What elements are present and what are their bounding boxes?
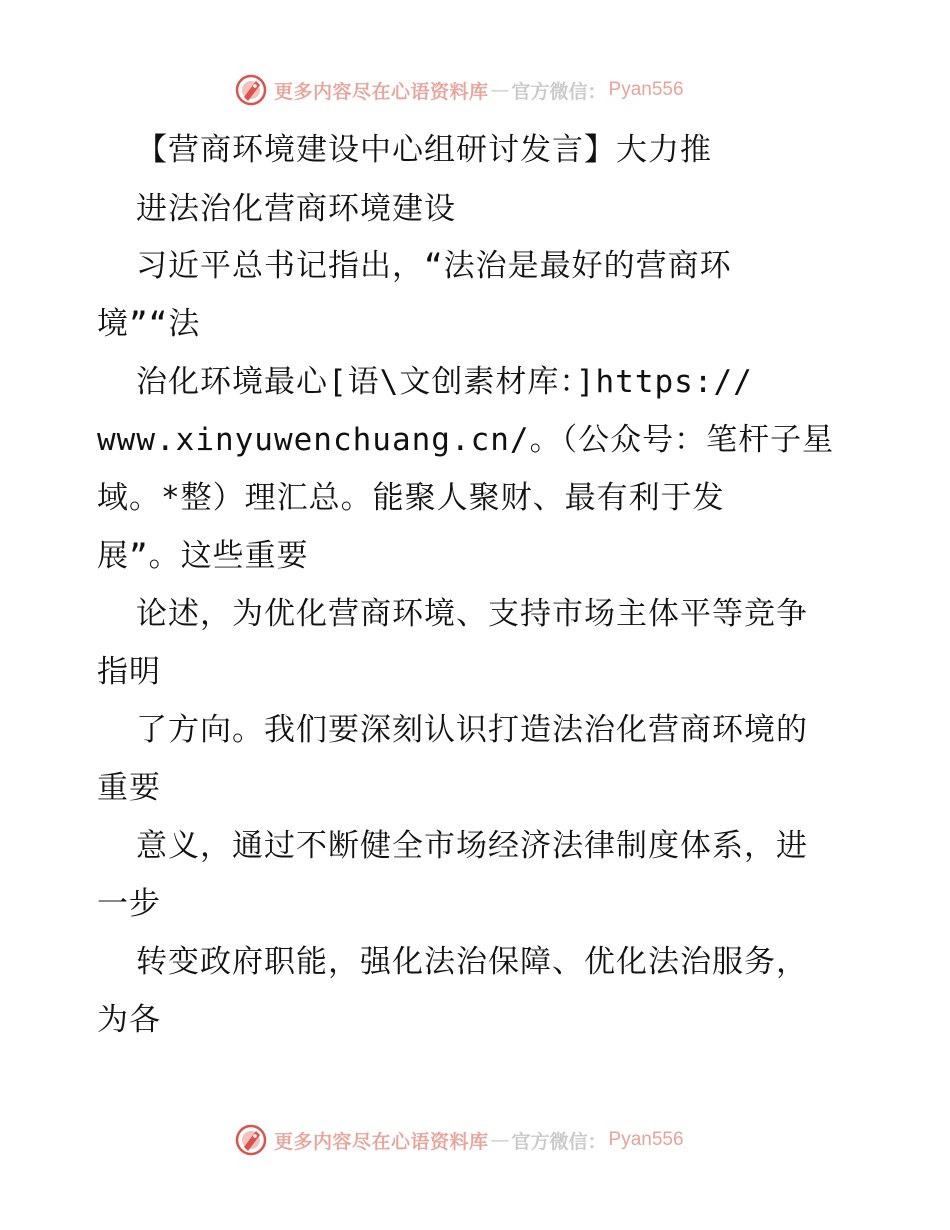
banner-label: 官方微信： [511, 1130, 607, 1153]
paragraph-line: 治化环境最心[语\文创素材库：]https:// [136, 364, 753, 400]
paragraph-line: 为各 [97, 1002, 161, 1038]
paragraph-line: 展”。这些重要 [97, 538, 309, 574]
paragraph-line: 了方向。我们要深刻认识打造法治化营商环境的 [136, 712, 808, 748]
header-banner [234, 73, 684, 107]
banner-wechat-id: Pyan556 [608, 1129, 684, 1150]
paragraph-line: 指明 [97, 654, 161, 690]
paragraph-line: 重要 [97, 770, 161, 806]
banner-separator: — [490, 79, 510, 101]
footer-banner [234, 1123, 684, 1157]
pen-nib-logo-icon [234, 1123, 268, 1157]
banner-wechat-id: Pyan556 [608, 79, 684, 100]
banner-separator: — [490, 1129, 510, 1151]
paragraph-line: 意义，通过不断健全市场经济法律制度体系，进 [136, 828, 808, 864]
paragraph-line: 境”“法 [97, 306, 201, 342]
paragraph-line: 转变政府职能，强化法治保障、优化法治服务， [136, 944, 808, 980]
paragraph-line: 一步 [97, 886, 161, 922]
banner-main-text: 更多内容尽在心语资料库 [274, 80, 489, 103]
paragraph-line: 域。*整）理汇总。能聚人聚财、最有利于发 [97, 480, 725, 516]
paragraph-line: 习近平总书记指出，“法治是最好的营商环 [136, 248, 732, 284]
paragraph-line: 论述，为优化营商环境、支持市场主体平等竞争 [136, 596, 808, 632]
banner-main-text: 更多内容尽在心语资料库 [274, 1130, 489, 1153]
banner-label: 官方微信： [511, 80, 607, 103]
document-title-line-1: 【营商环境建设中心组研讨发言】大力推 [136, 132, 712, 168]
pen-nib-logo-icon [234, 73, 268, 107]
document-title-line-2: 进法治化营商环境建设 [136, 191, 456, 227]
paragraph-line: www.xinyuwenchuang.cn/。（公众号：笔杆子星 [97, 422, 835, 458]
